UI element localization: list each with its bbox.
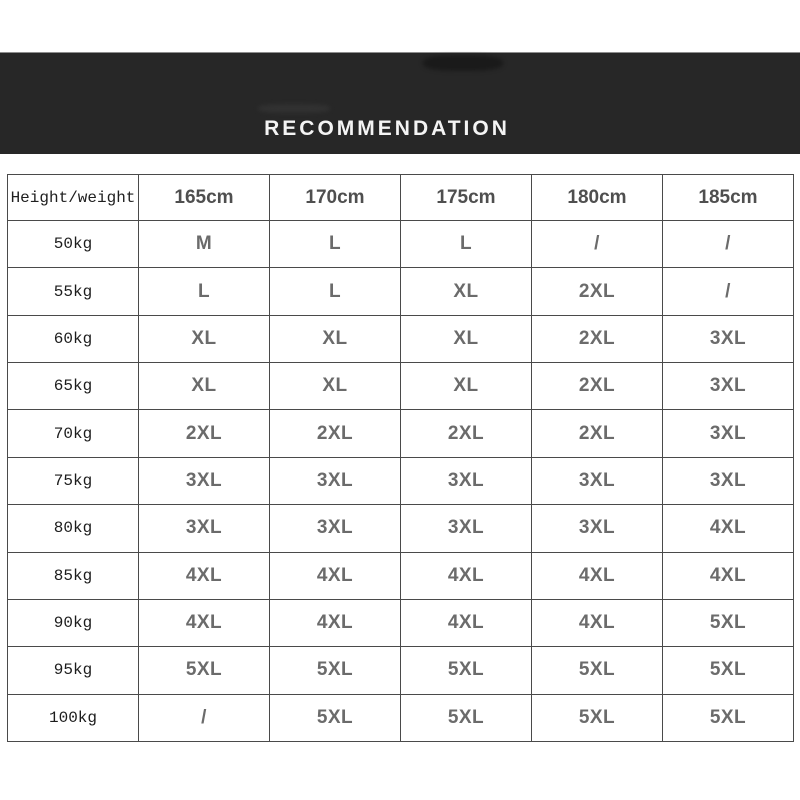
column-header: 175cm	[401, 175, 532, 221]
banner-smudge	[423, 55, 503, 71]
size-cell: /	[532, 221, 663, 268]
column-header: 165cm	[139, 175, 270, 221]
size-cell: 3XL	[139, 457, 270, 504]
size-cell: 2XL	[270, 410, 401, 457]
weight-cell: 70kg	[8, 410, 139, 457]
size-table	[7, 174, 794, 742]
column-header: 180cm	[532, 175, 663, 221]
table-row	[8, 647, 794, 694]
table-row	[8, 599, 794, 646]
size-cell: 2XL	[532, 268, 663, 315]
size-cell: XL	[401, 268, 532, 315]
size-cell: 3XL	[532, 505, 663, 552]
size-cell: XL	[139, 315, 270, 362]
size-cell: 3XL	[663, 410, 794, 457]
size-table-body	[8, 221, 794, 742]
column-header: 170cm	[270, 175, 401, 221]
size-cell: 3XL	[401, 457, 532, 504]
table-row	[8, 505, 794, 552]
size-cell: 2XL	[532, 363, 663, 410]
weight-cell: 60kg	[8, 315, 139, 362]
size-cell: L	[270, 268, 401, 315]
size-cell: 4XL	[139, 599, 270, 646]
size-cell: 4XL	[532, 552, 663, 599]
size-cell: 3XL	[270, 505, 401, 552]
recommendation-banner	[0, 52, 800, 154]
weight-cell: 55kg	[8, 268, 139, 315]
size-cell: 5XL	[532, 647, 663, 694]
size-cell: L	[401, 221, 532, 268]
corner-header: Height/weight	[8, 175, 139, 221]
column-header: 185cm	[663, 175, 794, 221]
size-cell: 5XL	[663, 599, 794, 646]
weight-cell: 95kg	[8, 647, 139, 694]
table-row	[8, 552, 794, 599]
size-cell: 5XL	[401, 647, 532, 694]
size-cell: /	[663, 221, 794, 268]
size-cell: 4XL	[401, 599, 532, 646]
size-cell: 5XL	[270, 694, 401, 741]
size-cell: 5XL	[270, 647, 401, 694]
size-cell: XL	[401, 363, 532, 410]
size-cell: XL	[270, 315, 401, 362]
size-cell: 4XL	[270, 599, 401, 646]
size-cell: XL	[270, 363, 401, 410]
size-cell: 3XL	[532, 457, 663, 504]
weight-cell: 100kg	[8, 694, 139, 741]
table-row	[8, 694, 794, 741]
weight-cell: 80kg	[8, 505, 139, 552]
size-cell: 3XL	[663, 457, 794, 504]
size-cell: 3XL	[663, 363, 794, 410]
weight-cell: 50kg	[8, 221, 139, 268]
size-cell: 4XL	[139, 552, 270, 599]
size-cell: 4XL	[270, 552, 401, 599]
size-cell: 2XL	[401, 410, 532, 457]
weight-cell: 65kg	[8, 363, 139, 410]
size-cell: 2XL	[532, 410, 663, 457]
size-cell: 3XL	[401, 505, 532, 552]
size-cell: XL	[401, 315, 532, 362]
size-cell: L	[139, 268, 270, 315]
weight-cell: 75kg	[8, 457, 139, 504]
table-row	[8, 410, 794, 457]
size-cell: 3XL	[270, 457, 401, 504]
size-cell: 2XL	[139, 410, 270, 457]
size-cell: /	[139, 694, 270, 741]
size-cell: 5XL	[139, 647, 270, 694]
size-cell: 3XL	[663, 315, 794, 362]
size-cell: 4XL	[401, 552, 532, 599]
header-row	[8, 175, 794, 221]
banner-smudge	[258, 104, 330, 113]
weight-cell: 90kg	[8, 599, 139, 646]
size-cell: XL	[139, 363, 270, 410]
size-cell: 5XL	[663, 694, 794, 741]
table-row	[8, 268, 794, 315]
size-cell: 5XL	[663, 647, 794, 694]
table-row	[8, 457, 794, 504]
size-cell: 4XL	[532, 599, 663, 646]
table-row	[8, 315, 794, 362]
banner-title: RECOMMENDATION	[264, 117, 510, 140]
size-cell: 3XL	[139, 505, 270, 552]
size-cell: M	[139, 221, 270, 268]
size-cell: 2XL	[532, 315, 663, 362]
size-cell: L	[270, 221, 401, 268]
size-cell: 4XL	[663, 505, 794, 552]
size-cell: 5XL	[532, 694, 663, 741]
size-cell: 5XL	[401, 694, 532, 741]
table-row	[8, 221, 794, 268]
table-row	[8, 363, 794, 410]
weight-cell: 85kg	[8, 552, 139, 599]
size-cell: /	[663, 268, 794, 315]
size-cell: 4XL	[663, 552, 794, 599]
